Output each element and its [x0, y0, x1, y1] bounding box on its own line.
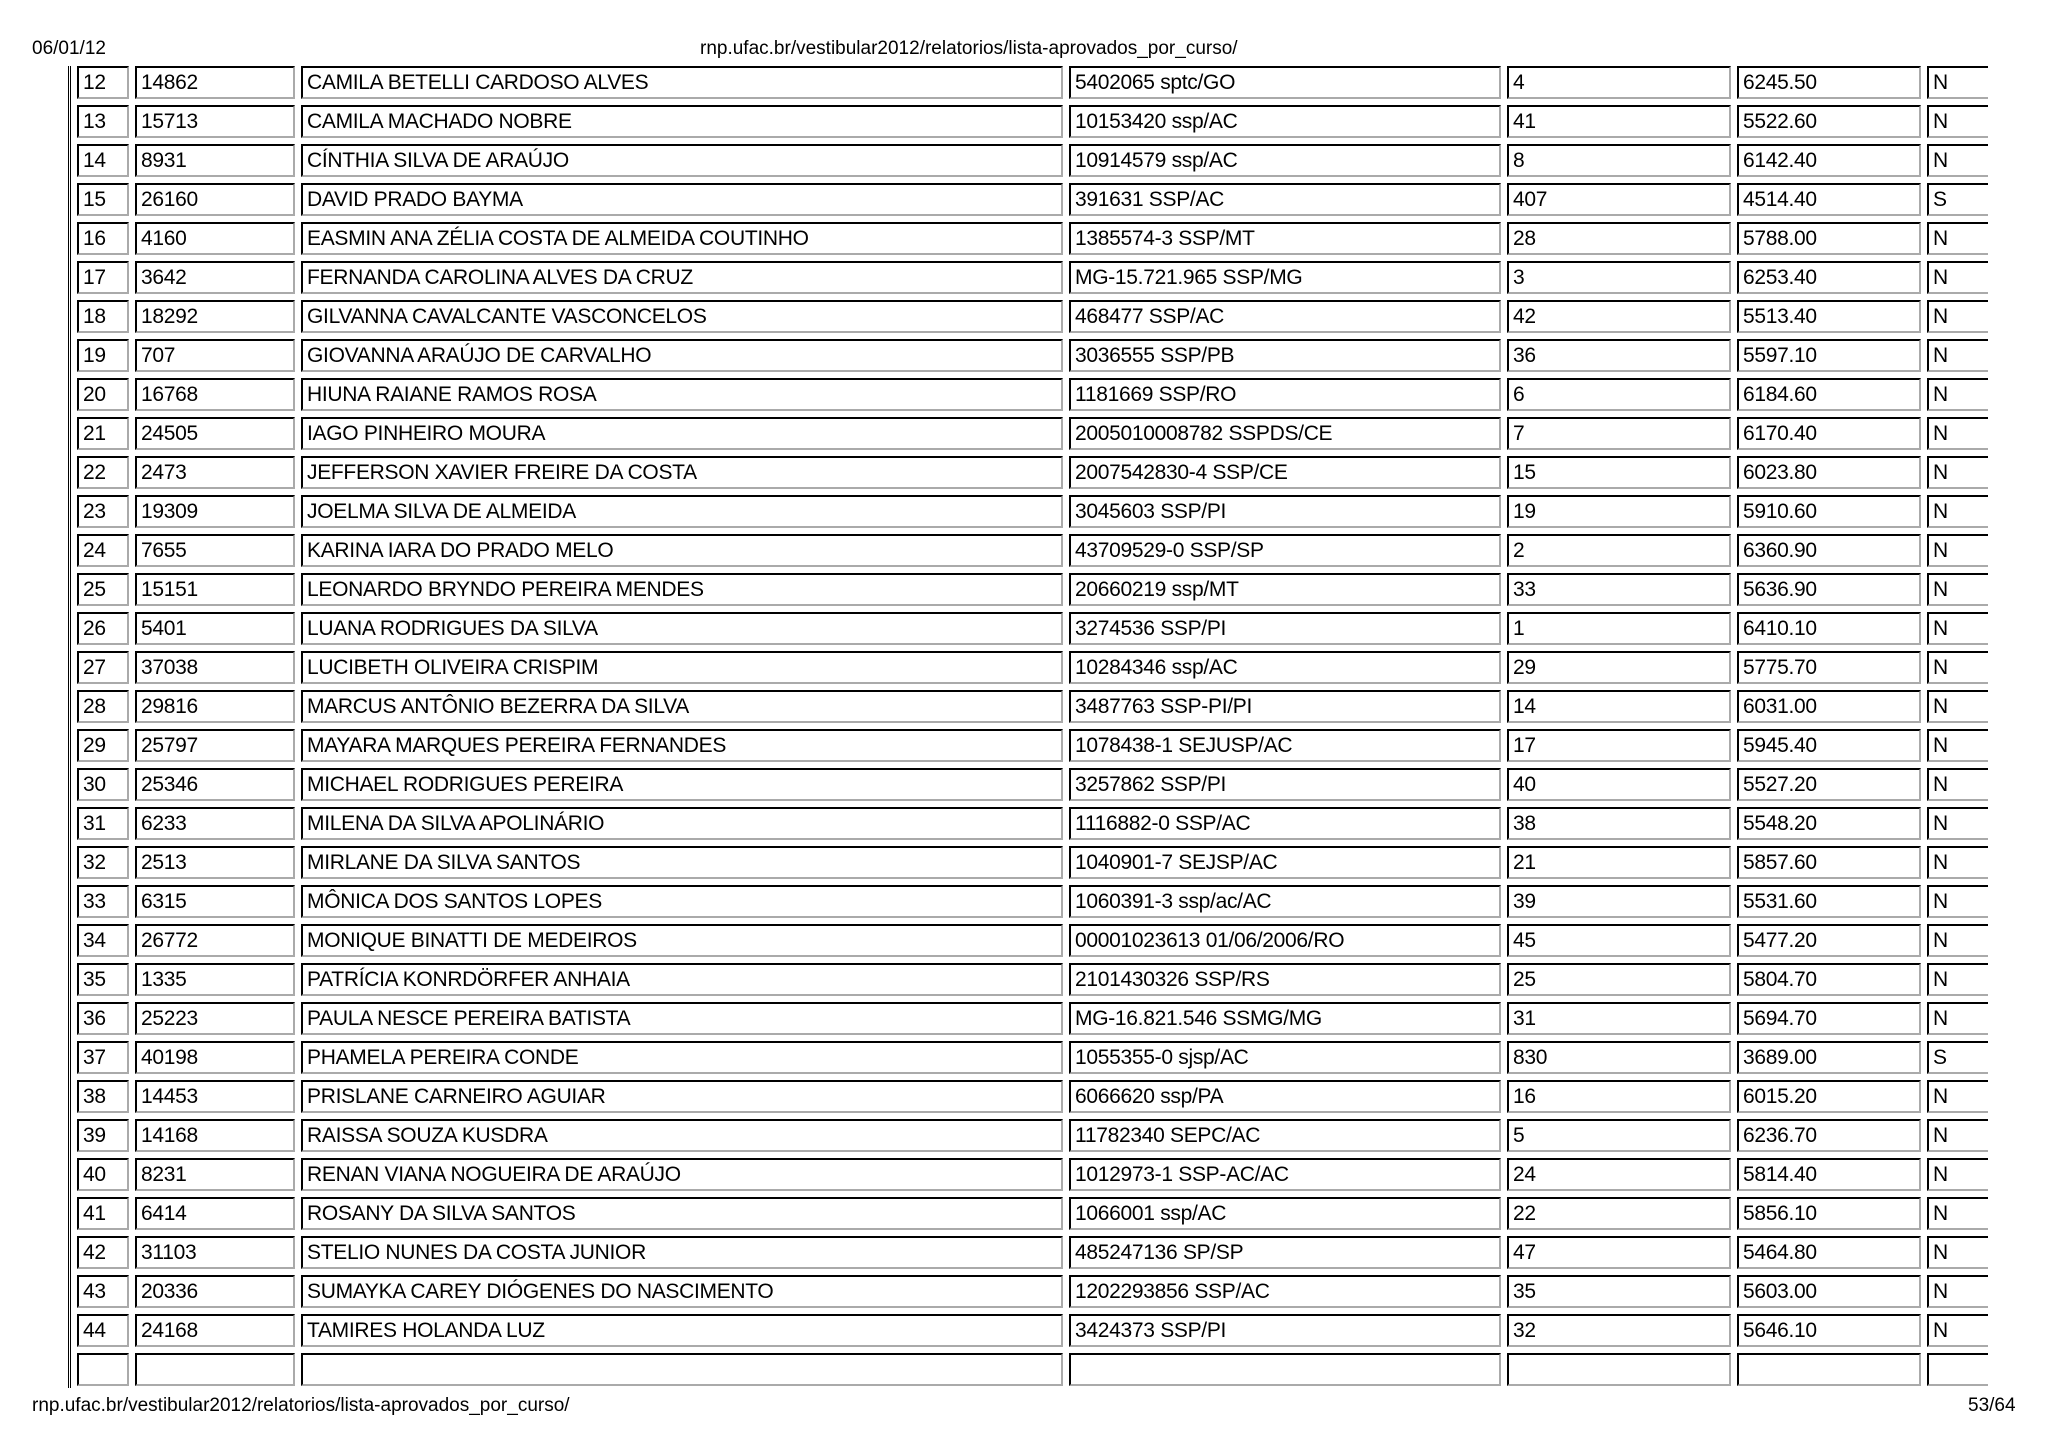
candidate-name-cell: FERNANDA CAROLINA ALVES DA CRUZ	[301, 261, 1063, 294]
registration-cell: 19309	[135, 495, 295, 528]
quota-flag-cell: N	[1927, 612, 1988, 645]
table-row	[77, 846, 1988, 879]
table-row	[77, 612, 1988, 645]
registration-cell: 29816	[135, 690, 295, 723]
candidate-name-cell: MAYARA MARQUES PEREIRA FERNANDES	[301, 729, 1063, 762]
classification-cell: 3	[1507, 261, 1731, 294]
score-cell: 6170.40	[1737, 417, 1921, 450]
id-document-cell: 3257862 SSP/PI	[1069, 768, 1501, 801]
table-row	[77, 495, 1988, 528]
classification-cell: 33	[1507, 573, 1731, 606]
approved-candidates-table	[68, 66, 1988, 1388]
quota-flag-cell: N	[1927, 105, 1988, 138]
table-row	[77, 1236, 1988, 1269]
registration-cell: 707	[135, 339, 295, 372]
id-document-cell: 3487763 SSP-PI/PI	[1069, 690, 1501, 723]
id-document-cell: 1202293856 SSP/AC	[1069, 1275, 1501, 1308]
score-cell: 5788.00	[1737, 222, 1921, 255]
id-document-cell	[1069, 1353, 1501, 1386]
candidate-name-cell: PRISLANE CARNEIRO AGUIAR	[301, 1080, 1063, 1113]
sequence-cell: 27	[77, 651, 129, 684]
table-row	[77, 1314, 1988, 1347]
classification-cell: 2	[1507, 534, 1731, 567]
table-row	[77, 768, 1988, 801]
candidate-name-cell: EASMIN ANA ZÉLIA COSTA DE ALMEIDA COUTINHO	[301, 222, 1063, 255]
score-cell: 6184.60	[1737, 378, 1921, 411]
quota-flag-cell: N	[1927, 261, 1988, 294]
classification-cell: 35	[1507, 1275, 1731, 1308]
id-document-cell: 1116882-0 SSP/AC	[1069, 807, 1501, 840]
sequence-cell: 32	[77, 846, 129, 879]
table-row	[77, 807, 1988, 840]
candidate-name-cell: PHAMELA PEREIRA CONDE	[301, 1041, 1063, 1074]
score-cell: 6236.70	[1737, 1119, 1921, 1152]
id-document-cell: 2101430326 SSP/RS	[1069, 963, 1501, 996]
score-cell: 6245.50	[1737, 66, 1921, 99]
score-cell: 5531.60	[1737, 885, 1921, 918]
candidate-name-cell: PAULA NESCE PEREIRA BATISTA	[301, 1002, 1063, 1035]
quota-flag-cell: N	[1927, 534, 1988, 567]
quota-flag-cell: N	[1927, 417, 1988, 450]
quota-flag-cell: N	[1927, 651, 1988, 684]
registration-cell: 20336	[135, 1275, 295, 1308]
score-cell: 5636.90	[1737, 573, 1921, 606]
sequence-cell: 15	[77, 183, 129, 216]
sequence-cell: 43	[77, 1275, 129, 1308]
registration-cell: 2513	[135, 846, 295, 879]
sequence-cell: 40	[77, 1158, 129, 1191]
candidate-name-cell: CAMILA BETELLI CARDOSO ALVES	[301, 66, 1063, 99]
classification-cell: 24	[1507, 1158, 1731, 1191]
quota-flag-cell: N	[1927, 885, 1988, 918]
sequence-cell: 26	[77, 612, 129, 645]
score-cell: 6253.40	[1737, 261, 1921, 294]
id-document-cell: 1066001 ssp/AC	[1069, 1197, 1501, 1230]
id-document-cell: 10914579 ssp/AC	[1069, 144, 1501, 177]
score-cell: 5603.00	[1737, 1275, 1921, 1308]
classification-cell: 22	[1507, 1197, 1731, 1230]
id-document-cell: 3274536 SSP/PI	[1069, 612, 1501, 645]
candidate-name-cell: STELIO NUNES DA COSTA JUNIOR	[301, 1236, 1063, 1269]
id-document-cell: 1040901-7 SEJSP/AC	[1069, 846, 1501, 879]
classification-cell: 6	[1507, 378, 1731, 411]
quota-flag-cell: N	[1927, 1119, 1988, 1152]
table-row	[77, 144, 1988, 177]
sequence-cell: 21	[77, 417, 129, 450]
table-row	[77, 885, 1988, 918]
sequence-cell: 30	[77, 768, 129, 801]
sequence-cell: 22	[77, 456, 129, 489]
table-row	[77, 378, 1988, 411]
quota-flag-cell: N	[1927, 339, 1988, 372]
score-cell: 5775.70	[1737, 651, 1921, 684]
table-row	[77, 1158, 1988, 1191]
id-document-cell: MG-16.821.546 SSMG/MG	[1069, 1002, 1501, 1035]
sequence-cell: 17	[77, 261, 129, 294]
classification-cell: 29	[1507, 651, 1731, 684]
id-document-cell: 468477 SSP/AC	[1069, 300, 1501, 333]
registration-cell: 2473	[135, 456, 295, 489]
score-cell: 6023.80	[1737, 456, 1921, 489]
classification-cell: 830	[1507, 1041, 1731, 1074]
candidate-name-cell: IAGO PINHEIRO MOURA	[301, 417, 1063, 450]
quota-flag-cell: N	[1927, 1275, 1988, 1308]
registration-cell: 14453	[135, 1080, 295, 1113]
registration-cell: 18292	[135, 300, 295, 333]
id-document-cell: 11782340 SEPC/AC	[1069, 1119, 1501, 1152]
candidate-name-cell: MICHAEL RODRIGUES PEREIRA	[301, 768, 1063, 801]
candidate-name-cell: MÔNICA DOS SANTOS LOPES	[301, 885, 1063, 918]
classification-cell: 7	[1507, 417, 1731, 450]
id-document-cell: 5402065 sptc/GO	[1069, 66, 1501, 99]
quota-flag-cell: N	[1927, 222, 1988, 255]
registration-cell: 8931	[135, 144, 295, 177]
id-document-cell: 20660219 ssp/MT	[1069, 573, 1501, 606]
quota-flag-cell: N	[1927, 378, 1988, 411]
table-row	[77, 1119, 1988, 1152]
id-document-cell: 1055355-0 sjsp/AC	[1069, 1041, 1501, 1074]
candidate-name-cell: DAVID PRADO BAYMA	[301, 183, 1063, 216]
print-date: 06/01/12	[32, 38, 106, 59]
quota-flag-cell: N	[1927, 1197, 1988, 1230]
sequence-cell: 36	[77, 1002, 129, 1035]
sequence-cell: 34	[77, 924, 129, 957]
candidate-name-cell: MILENA DA SILVA APOLINÁRIO	[301, 807, 1063, 840]
quota-flag-cell: N	[1927, 1080, 1988, 1113]
results-table-frame	[68, 66, 1988, 1388]
quota-flag-cell: N	[1927, 963, 1988, 996]
table-row	[77, 729, 1988, 762]
table-row	[77, 261, 1988, 294]
score-cell: 5522.60	[1737, 105, 1921, 138]
candidate-name-cell: ROSANY DA SILVA SANTOS	[301, 1197, 1063, 1230]
candidate-name-cell: TAMIRES HOLANDA LUZ	[301, 1314, 1063, 1347]
registration-cell	[135, 1353, 295, 1386]
candidate-name-cell: GIOVANNA ARAÚJO DE CARVALHO	[301, 339, 1063, 372]
table-body	[77, 66, 1988, 1386]
registration-cell: 3642	[135, 261, 295, 294]
registration-cell: 6414	[135, 1197, 295, 1230]
score-cell: 5856.10	[1737, 1197, 1921, 1230]
sequence-cell: 31	[77, 807, 129, 840]
classification-cell: 28	[1507, 222, 1731, 255]
registration-cell: 26160	[135, 183, 295, 216]
candidate-name-cell	[301, 1353, 1063, 1386]
sequence-cell: 33	[77, 885, 129, 918]
quota-flag-cell: N	[1927, 1236, 1988, 1269]
table-row	[77, 183, 1988, 216]
registration-cell: 24168	[135, 1314, 295, 1347]
score-cell: 5646.10	[1737, 1314, 1921, 1347]
score-cell: 5513.40	[1737, 300, 1921, 333]
id-document-cell: 1181669 SSP/RO	[1069, 378, 1501, 411]
score-cell: 6031.00	[1737, 690, 1921, 723]
quota-flag-cell	[1927, 1353, 1988, 1386]
quota-flag-cell: S	[1927, 183, 1988, 216]
candidate-name-cell: RENAN VIANA NOGUEIRA DE ARAÚJO	[301, 1158, 1063, 1191]
score-cell: 6142.40	[1737, 144, 1921, 177]
quota-flag-cell: N	[1927, 924, 1988, 957]
sequence-cell: 28	[77, 690, 129, 723]
candidate-name-cell: RAISSA SOUZA KUSDRA	[301, 1119, 1063, 1152]
id-document-cell: 10153420 ssp/AC	[1069, 105, 1501, 138]
quota-flag-cell: N	[1927, 807, 1988, 840]
classification-cell	[1507, 1353, 1731, 1386]
table-row	[77, 339, 1988, 372]
table-row	[77, 417, 1988, 450]
classification-cell: 32	[1507, 1314, 1731, 1347]
score-cell: 5857.60	[1737, 846, 1921, 879]
sequence-cell	[77, 1353, 129, 1386]
registration-cell: 16768	[135, 378, 295, 411]
id-document-cell: 1385574-3 SSP/MT	[1069, 222, 1501, 255]
score-cell: 6360.90	[1737, 534, 1921, 567]
quota-flag-cell: N	[1927, 768, 1988, 801]
table-row	[77, 1353, 1988, 1386]
quota-flag-cell: N	[1927, 66, 1988, 99]
table-row	[77, 1002, 1988, 1035]
id-document-cell: 10284346 ssp/AC	[1069, 651, 1501, 684]
classification-cell: 21	[1507, 846, 1731, 879]
table-row	[77, 222, 1988, 255]
score-cell	[1737, 1353, 1921, 1386]
candidate-name-cell: LUANA RODRIGUES DA SILVA	[301, 612, 1063, 645]
score-cell: 6015.20	[1737, 1080, 1921, 1113]
registration-cell: 6233	[135, 807, 295, 840]
registration-cell: 15713	[135, 105, 295, 138]
sequence-cell: 35	[77, 963, 129, 996]
table-row	[77, 456, 1988, 489]
classification-cell: 8	[1507, 144, 1731, 177]
table-row	[77, 651, 1988, 684]
id-document-cell: MG-15.721.965 SSP/MG	[1069, 261, 1501, 294]
classification-cell: 41	[1507, 105, 1731, 138]
sequence-cell: 14	[77, 144, 129, 177]
sequence-cell: 24	[77, 534, 129, 567]
quota-flag-cell: N	[1927, 846, 1988, 879]
registration-cell: 40198	[135, 1041, 295, 1074]
classification-cell: 15	[1507, 456, 1731, 489]
id-document-cell: 43709529-0 SSP/SP	[1069, 534, 1501, 567]
classification-cell: 1	[1507, 612, 1731, 645]
candidate-name-cell: CÍNTHIA SILVA DE ARAÚJO	[301, 144, 1063, 177]
table-row	[77, 1041, 1988, 1074]
sequence-cell: 42	[77, 1236, 129, 1269]
table-row	[77, 66, 1988, 99]
candidate-name-cell: LUCIBETH OLIVEIRA CRISPIM	[301, 651, 1063, 684]
score-cell: 5804.70	[1737, 963, 1921, 996]
id-document-cell: 485247136 SP/SP	[1069, 1236, 1501, 1269]
sequence-cell: 20	[77, 378, 129, 411]
classification-cell: 47	[1507, 1236, 1731, 1269]
quota-flag-cell: N	[1927, 144, 1988, 177]
score-cell: 6410.10	[1737, 612, 1921, 645]
quota-flag-cell: S	[1927, 1041, 1988, 1074]
score-cell: 3689.00	[1737, 1041, 1921, 1074]
table-row	[77, 573, 1988, 606]
sequence-cell: 38	[77, 1080, 129, 1113]
table-row	[77, 1275, 1988, 1308]
score-cell: 5464.80	[1737, 1236, 1921, 1269]
classification-cell: 4	[1507, 66, 1731, 99]
candidate-name-cell: MONIQUE BINATTI DE MEDEIROS	[301, 924, 1063, 957]
score-cell: 4514.40	[1737, 183, 1921, 216]
sequence-cell: 37	[77, 1041, 129, 1074]
registration-cell: 24505	[135, 417, 295, 450]
quota-flag-cell: N	[1927, 1158, 1988, 1191]
classification-cell: 39	[1507, 885, 1731, 918]
page-number: 53/64	[1968, 1395, 2016, 1416]
candidate-name-cell: MARCUS ANTÔNIO BEZERRA DA SILVA	[301, 690, 1063, 723]
registration-cell: 1335	[135, 963, 295, 996]
classification-cell: 36	[1507, 339, 1731, 372]
candidate-name-cell: GILVANNA CAVALCANTE VASCONCELOS	[301, 300, 1063, 333]
registration-cell: 25346	[135, 768, 295, 801]
table-row	[77, 1197, 1988, 1230]
sequence-cell: 12	[77, 66, 129, 99]
registration-cell: 5401	[135, 612, 295, 645]
registration-cell: 31103	[135, 1236, 295, 1269]
candidate-name-cell: HIUNA RAIANE RAMOS ROSA	[301, 378, 1063, 411]
sequence-cell: 25	[77, 573, 129, 606]
id-document-cell: 1012973-1 SSP-AC/AC	[1069, 1158, 1501, 1191]
quota-flag-cell: N	[1927, 300, 1988, 333]
id-document-cell: 3036555 SSP/PB	[1069, 339, 1501, 372]
quota-flag-cell: N	[1927, 690, 1988, 723]
id-document-cell: 1078438-1 SEJUSP/AC	[1069, 729, 1501, 762]
classification-cell: 16	[1507, 1080, 1731, 1113]
candidate-name-cell: PATRÍCIA KONRDÖRFER ANHAIA	[301, 963, 1063, 996]
classification-cell: 42	[1507, 300, 1731, 333]
registration-cell: 26772	[135, 924, 295, 957]
quota-flag-cell: N	[1927, 573, 1988, 606]
sequence-cell: 13	[77, 105, 129, 138]
score-cell: 5910.60	[1737, 495, 1921, 528]
classification-cell: 14	[1507, 690, 1731, 723]
footer-url: rnp.ufac.br/vestibular2012/relatorios/lista-aprovados_por_curso/	[32, 1395, 570, 1416]
table-row	[77, 690, 1988, 723]
table-row	[77, 963, 1988, 996]
registration-cell: 14168	[135, 1119, 295, 1152]
candidate-name-cell: SUMAYKA CAREY DIÓGENES DO NASCIMENTO	[301, 1275, 1063, 1308]
score-cell: 5477.20	[1737, 924, 1921, 957]
id-document-cell: 2005010008782 SSPDS/CE	[1069, 417, 1501, 450]
quota-flag-cell: N	[1927, 495, 1988, 528]
registration-cell: 25797	[135, 729, 295, 762]
quota-flag-cell: N	[1927, 1314, 1988, 1347]
quota-flag-cell: N	[1927, 1002, 1988, 1035]
header-url: rnp.ufac.br/vestibular2012/relatorios/lista-aprovados_por_curso/	[700, 38, 1238, 59]
table-row	[77, 300, 1988, 333]
classification-cell: 25	[1507, 963, 1731, 996]
score-cell: 5694.70	[1737, 1002, 1921, 1035]
score-cell: 5814.40	[1737, 1158, 1921, 1191]
sequence-cell: 44	[77, 1314, 129, 1347]
classification-cell: 17	[1507, 729, 1731, 762]
classification-cell: 407	[1507, 183, 1731, 216]
id-document-cell: 6066620 ssp/PA	[1069, 1080, 1501, 1113]
candidate-name-cell: MIRLANE DA SILVA SANTOS	[301, 846, 1063, 879]
id-document-cell: 391631 SSP/AC	[1069, 183, 1501, 216]
sequence-cell: 29	[77, 729, 129, 762]
registration-cell: 37038	[135, 651, 295, 684]
score-cell: 5548.20	[1737, 807, 1921, 840]
registration-cell: 15151	[135, 573, 295, 606]
sequence-cell: 41	[77, 1197, 129, 1230]
score-cell: 5945.40	[1737, 729, 1921, 762]
classification-cell: 45	[1507, 924, 1731, 957]
candidate-name-cell: LEONARDO BRYNDO PEREIRA MENDES	[301, 573, 1063, 606]
id-document-cell: 3045603 SSP/PI	[1069, 495, 1501, 528]
classification-cell: 40	[1507, 768, 1731, 801]
quota-flag-cell: N	[1927, 456, 1988, 489]
sequence-cell: 23	[77, 495, 129, 528]
score-cell: 5597.10	[1737, 339, 1921, 372]
classification-cell: 5	[1507, 1119, 1731, 1152]
score-cell: 5527.20	[1737, 768, 1921, 801]
id-document-cell: 2007542830-4 SSP/CE	[1069, 456, 1501, 489]
table-row	[77, 924, 1988, 957]
registration-cell: 4160	[135, 222, 295, 255]
sequence-cell: 19	[77, 339, 129, 372]
sequence-cell: 16	[77, 222, 129, 255]
candidate-name-cell: KARINA IARA DO PRADO MELO	[301, 534, 1063, 567]
quota-flag-cell: N	[1927, 729, 1988, 762]
candidate-name-cell: JEFFERSON XAVIER FREIRE DA COSTA	[301, 456, 1063, 489]
registration-cell: 14862	[135, 66, 295, 99]
classification-cell: 31	[1507, 1002, 1731, 1035]
registration-cell: 25223	[135, 1002, 295, 1035]
sequence-cell: 39	[77, 1119, 129, 1152]
classification-cell: 38	[1507, 807, 1731, 840]
table-row	[77, 534, 1988, 567]
table-row	[77, 105, 1988, 138]
registration-cell: 7655	[135, 534, 295, 567]
classification-cell: 19	[1507, 495, 1731, 528]
candidate-name-cell: JOELMA SILVA DE ALMEIDA	[301, 495, 1063, 528]
sequence-cell: 18	[77, 300, 129, 333]
table-row	[77, 1080, 1988, 1113]
registration-cell: 6315	[135, 885, 295, 918]
id-document-cell: 3424373 SSP/PI	[1069, 1314, 1501, 1347]
id-document-cell: 00001023613 01/06/2006/RO	[1069, 924, 1501, 957]
candidate-name-cell: CAMILA MACHADO NOBRE	[301, 105, 1063, 138]
registration-cell: 8231	[135, 1158, 295, 1191]
id-document-cell: 1060391-3 ssp/ac/AC	[1069, 885, 1501, 918]
